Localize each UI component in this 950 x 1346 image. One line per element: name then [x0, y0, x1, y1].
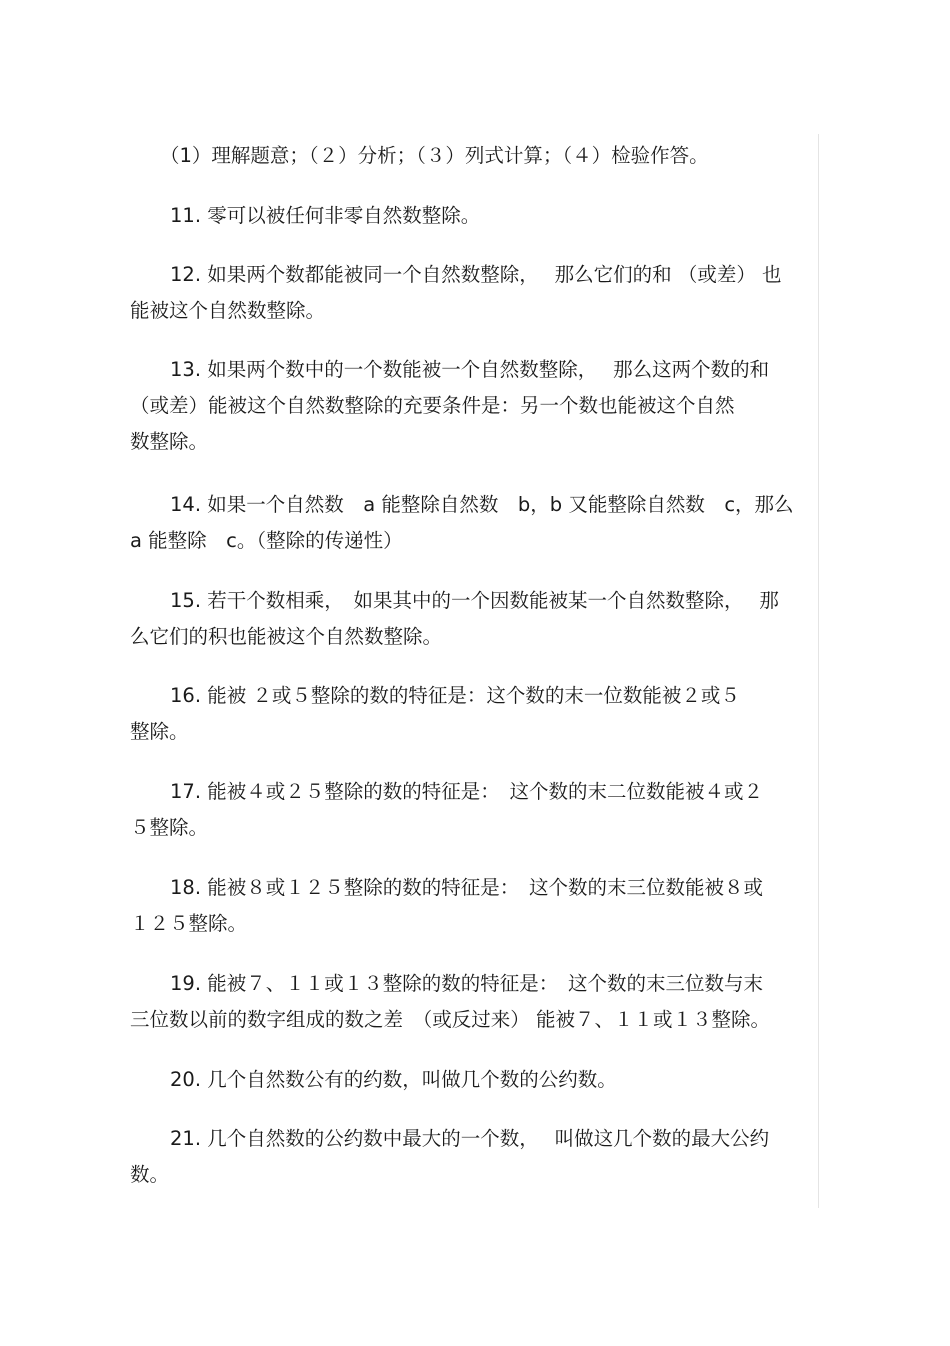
- paragraph-line: ５整除。: [130, 816, 209, 839]
- paragraph-15: [130, 583, 820, 655]
- paragraph-line: 整除。: [130, 720, 189, 743]
- paragraph-11: [130, 198, 820, 234]
- paragraph-19: [130, 966, 820, 1038]
- paragraph-14: [130, 487, 820, 559]
- paragraph-line: 么它们的积也能被这个自然数整除。: [130, 625, 443, 648]
- paragraph-line: 11. 零可以被任何非零自然数整除。: [170, 204, 481, 227]
- paragraph-line: 21. 几个自然数的公约数中最大的一个数， 叫做这几个数的最大公约: [170, 1127, 770, 1150]
- paragraph-17: [130, 774, 820, 846]
- paragraph-line: １２５整除。: [130, 912, 248, 935]
- paragraph-line: a 能整除 c。（整除的传递性）: [130, 529, 403, 552]
- paragraph-line: 15. 若干个数相乘， 如果其中的一个因数能被某一个自然数整除， 那: [170, 589, 779, 612]
- paragraph-line: 17. 能被４或２５整除的数的特征是： 这个数的末二位数能被４或２: [170, 780, 763, 803]
- paragraph-line: 14. 如果一个自然数 a 能整除自然数 b，b 又能整除自然数 c，那么: [170, 493, 794, 516]
- paragraph-line: （或差）能被这个自然数整除的充要条件是：另一个数也能被这个自然: [130, 394, 735, 417]
- paragraph-line: 数。: [130, 1163, 170, 1186]
- paragraph-line: 20. 几个自然数公有的约数，叫做几个数的公约数。: [170, 1068, 617, 1091]
- paragraph-solution-steps: [130, 138, 820, 174]
- paragraph-line: 16. 能被 ２或５整除的数的特征是：这个数的末一位数能被２或５: [170, 684, 740, 707]
- paragraph-line: 13. 如果两个数中的一个数能被一个自然数整除， 那么这两个数的和: [170, 358, 770, 381]
- paragraph-13: [130, 352, 820, 460]
- paragraph-line: 12. 如果两个数都能被同一个自然数整除， 那么它们的和 （或差） 也: [170, 263, 782, 286]
- paragraph-16: [130, 678, 820, 750]
- paragraph-line: 数整除。: [130, 430, 209, 453]
- paragraph-line: 三位数以前的数字组成的数之差 （或反过来） 能被７、１１或１３整除。: [130, 1008, 770, 1031]
- paragraph-18: [130, 870, 820, 942]
- paragraph-line: 18. 能被８或１２５整除的数的特征是： 这个数的末三位数能被８或: [170, 876, 763, 899]
- paragraph-21: [130, 1121, 820, 1193]
- paragraph-20: [130, 1062, 820, 1098]
- paragraph-line: 19. 能被７、１１或１３整除的数的特征是： 这个数的末三位数与末: [170, 972, 763, 995]
- paragraph-12: [130, 257, 820, 329]
- paragraph-line: （1）理解题意；（２）分析；（３）列式计算；（４）检验作答。: [160, 144, 709, 167]
- paragraph-line: 能被这个自然数整除。: [130, 299, 326, 322]
